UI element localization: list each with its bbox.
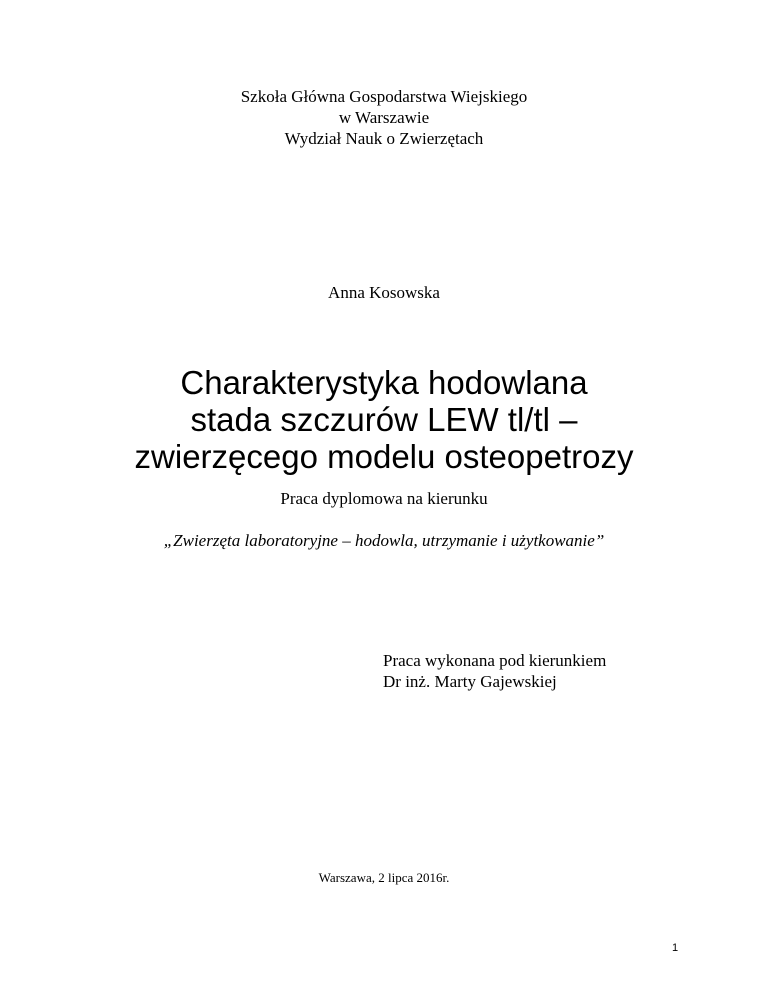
author-name: Anna Kosowska (328, 283, 440, 302)
thesis-title-line-1: Charakterystyka hodowlana (180, 364, 588, 401)
thesis-title-line-3: zwierzęcego modelu osteopetrozy (134, 438, 634, 475)
university-block (0, 86, 768, 149)
university-name: Szkoła Główna Gospodarstwa Wiejskiego (240, 87, 528, 106)
thesis-title (0, 364, 768, 475)
supervisor-caption: Praca wykonana pod kierunkiem (383, 651, 607, 670)
supervisor-name: Dr inż. Marty Gajewskiej (383, 672, 557, 691)
thesis-type: Praca dyplomowa na kierunku (280, 489, 488, 508)
supervisor-block (383, 650, 606, 692)
page-number: 1 (672, 942, 679, 954)
place-and-date: Warszawa, 2 lipca 2016r. (318, 870, 450, 885)
university-city: w Warszawie (338, 108, 430, 127)
faculty-name: Wydział Nauk o Zwierzętach (284, 129, 484, 148)
thesis-title-line-2: stada szczurów LEW tl/tl – (190, 401, 578, 438)
field-of-study: „Zwierzęta laboratoryjne – hodowla, utrzymanie i użytkowanie” (163, 531, 605, 550)
